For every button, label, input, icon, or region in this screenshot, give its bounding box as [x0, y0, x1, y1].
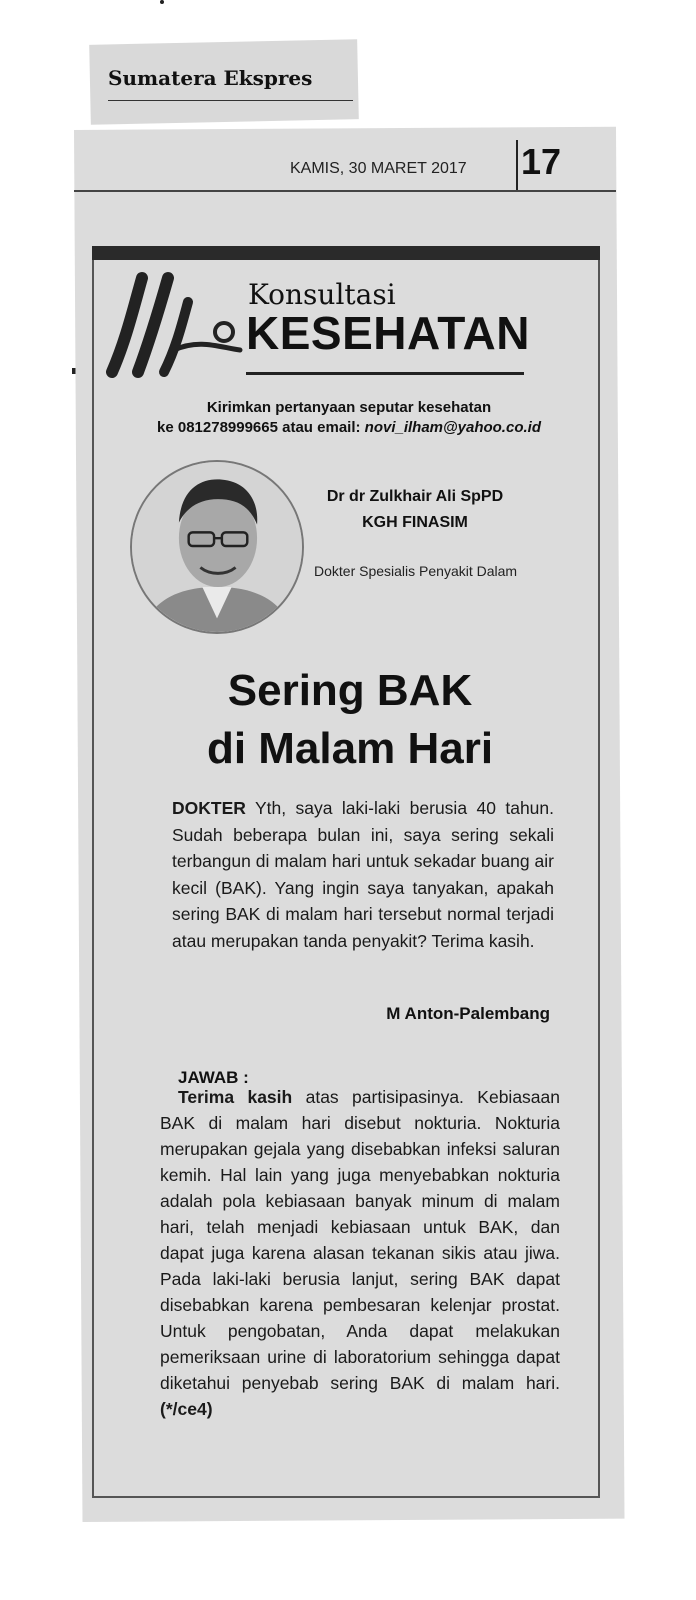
portrait-drawing — [132, 462, 302, 632]
contact-info — [104, 398, 594, 438]
answer-body: atas partisipasinya. Kebiasaan BAK di malam hari disebut nokturia. Nokturia merupakan gejala yang disebabkan infeksi saluran kemih. Hal lain yang juga menyebabkan nokturia adalah pola kebiasaan banyak minum di malam hari, telah menjadi kebiasaan untuk BAK, dan dapat juga karena alasan tekanan sikis atau jiwa. Pada laki-laki berusia lanjut, sering BAK dapat disebabkan karena pembesaran kelenjar prostat. Untuk pengobatan, Anda dapat melakukan pemeriksaan urine di laboratorium sehingga dapat diketahui penyebab sering BAK di malam hari. — [160, 1087, 560, 1393]
contact-email: novi_ilham@yahoo.co.id — [364, 419, 541, 436]
rubric-rule — [246, 372, 524, 375]
headline-line1: Sering BAK — [227, 666, 473, 715]
stethoscope-logo-icon — [104, 268, 246, 386]
date-rule — [74, 190, 616, 192]
doctor-name: Dr dr Zulkhair Ali SpPD — [326, 488, 504, 505]
question-body: Yth, saya laki-laki berusia 40 tahun. Sudah beberapa bulan ini, saya sering sekali terbangun di malam hari untuk sekadar buang air kecil (BAK). Yang ingin saya tanyakan, apakah sering BAK di malam hari tersebut normal terjadi atau merupakan tanda penyakit? Terima kasih. — [172, 798, 554, 951]
edition-date: KAMIS, 30 MARET 2017 — [290, 160, 467, 177]
doctor-name-block — [300, 484, 530, 536]
masthead-rule — [108, 100, 353, 101]
doctor-title: KGH FINASIM — [362, 514, 468, 531]
doctor-role: Dokter Spesialis Penyakit Dalam — [314, 563, 518, 579]
contact-phone-text: ke 081278999665 atau email: — [157, 419, 365, 436]
contact-line2 — [104, 418, 594, 438]
doctor-portrait-icon — [130, 460, 304, 634]
answer-lead: Terima kasih — [178, 1087, 293, 1107]
question-lead: DOKTER — [172, 798, 246, 818]
contact-line1: Kirimkan pertanyaan seputar kesehatan — [206, 399, 492, 416]
article-headline — [120, 662, 580, 778]
frame-top-bar — [92, 246, 600, 260]
editor-code: (*/ce4) — [160, 1399, 213, 1419]
reader-question — [172, 795, 554, 954]
print-speck — [160, 0, 164, 4]
doctor-answer — [160, 1084, 560, 1422]
question-sender: M Anton-Palembang — [386, 1004, 550, 1023]
page-number: 17 — [516, 140, 564, 190]
masthead-title: Sumatera Ekspres — [108, 66, 313, 90]
headline-line2: di Malam Hari — [206, 724, 494, 773]
rubric-title-line2: KESEHATAN — [246, 307, 530, 359]
answer-label: JAWAB : — [178, 1068, 249, 1087]
rubric-title-line1: Konsultasi — [248, 278, 396, 311]
